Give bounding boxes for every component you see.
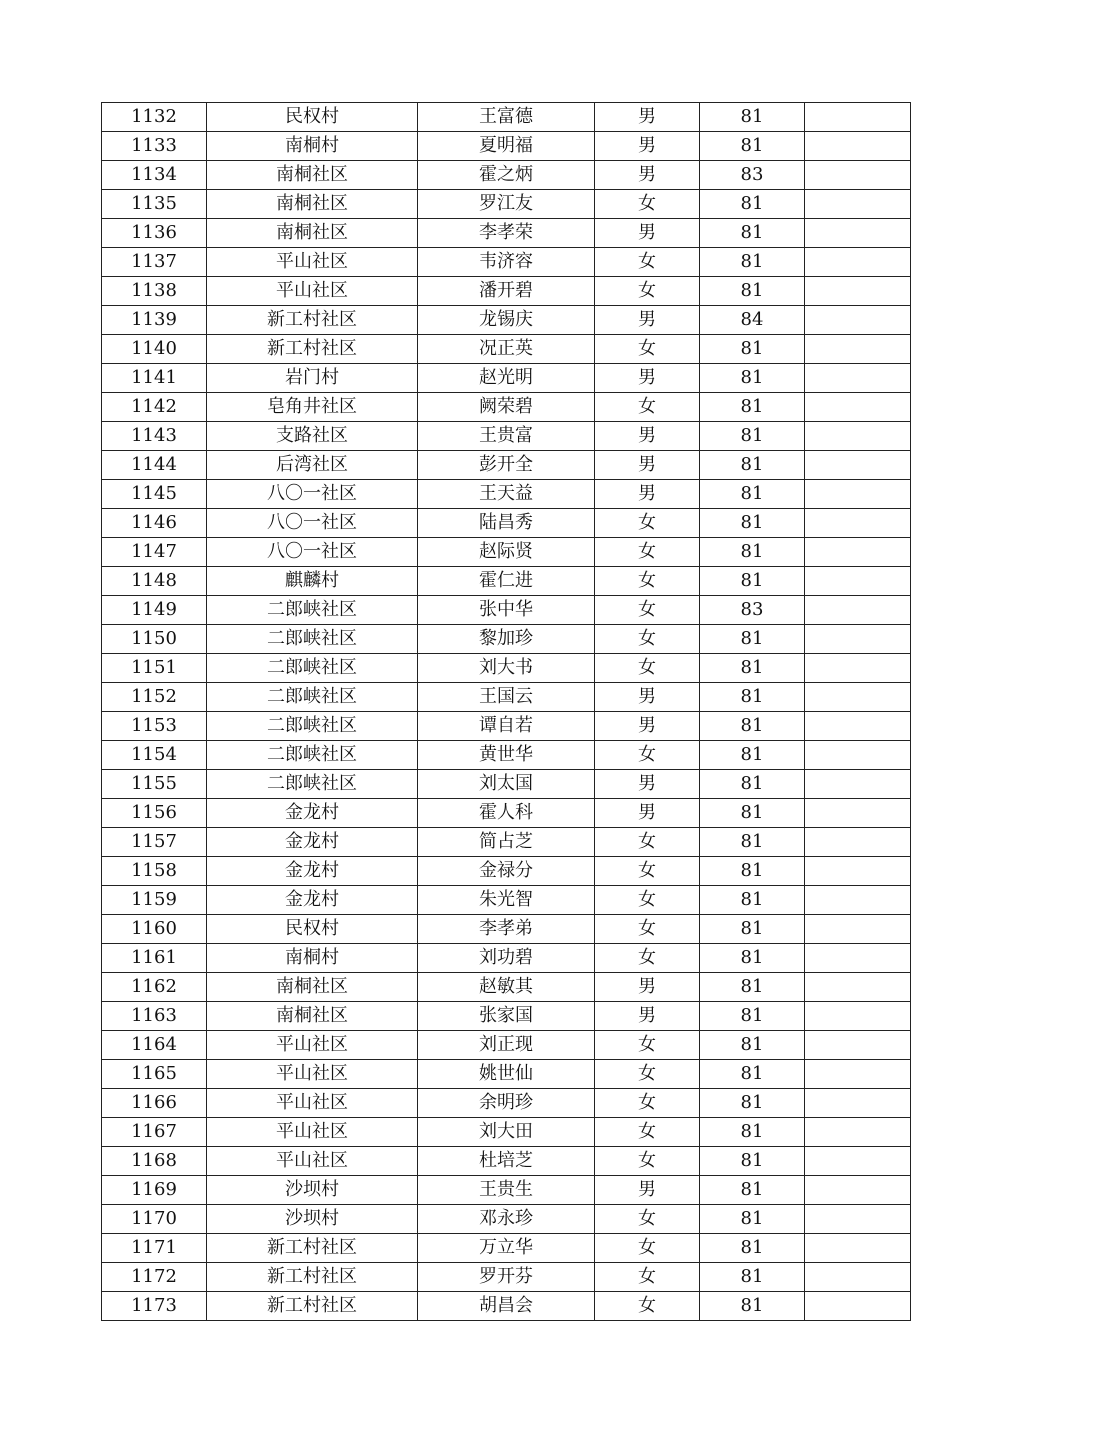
age-cell: 81 <box>700 509 805 538</box>
name-cell: 万立华 <box>418 1234 595 1263</box>
name-cell: 张中华 <box>418 596 595 625</box>
community-cell: 八〇一社区 <box>207 509 418 538</box>
age-cell: 81 <box>700 741 805 770</box>
serial-number-cell: 1147 <box>102 538 207 567</box>
table-row <box>102 161 911 190</box>
table-row <box>102 480 911 509</box>
table-row <box>102 190 911 219</box>
age-cell: 81 <box>700 915 805 944</box>
gender-cell: 男 <box>595 712 700 741</box>
table-row <box>102 393 911 422</box>
community-cell: 沙坝村 <box>207 1176 418 1205</box>
name-cell: 霍之炳 <box>418 161 595 190</box>
age-cell: 81 <box>700 683 805 712</box>
remark-cell <box>805 712 911 741</box>
age-cell: 81 <box>700 770 805 799</box>
age-cell: 81 <box>700 1147 805 1176</box>
gender-cell: 男 <box>595 973 700 1002</box>
table-row <box>102 1147 911 1176</box>
name-cell: 赵敏其 <box>418 973 595 1002</box>
remark-cell <box>805 132 911 161</box>
name-cell: 夏明福 <box>418 132 595 161</box>
table-row <box>102 335 911 364</box>
remark-cell <box>805 1089 911 1118</box>
name-cell: 阙荣碧 <box>418 393 595 422</box>
age-cell: 81 <box>700 944 805 973</box>
community-cell: 平山社区 <box>207 277 418 306</box>
table-row <box>102 422 911 451</box>
community-cell: 二郎峡社区 <box>207 683 418 712</box>
serial-number-cell: 1133 <box>102 132 207 161</box>
name-cell: 朱光智 <box>418 886 595 915</box>
table-row <box>102 712 911 741</box>
gender-cell: 女 <box>595 277 700 306</box>
remark-cell <box>805 1292 911 1321</box>
gender-cell: 女 <box>595 190 700 219</box>
age-cell: 81 <box>700 190 805 219</box>
gender-cell: 男 <box>595 219 700 248</box>
table-row <box>102 538 911 567</box>
serial-number-cell: 1154 <box>102 741 207 770</box>
table-row <box>102 770 911 799</box>
gender-cell: 男 <box>595 451 700 480</box>
community-cell: 皂角井社区 <box>207 393 418 422</box>
remark-cell <box>805 509 911 538</box>
gender-cell: 女 <box>595 335 700 364</box>
gender-cell: 男 <box>595 480 700 509</box>
name-cell: 金禄分 <box>418 857 595 886</box>
table-row <box>102 1118 911 1147</box>
age-cell: 81 <box>700 422 805 451</box>
gender-cell: 男 <box>595 683 700 712</box>
community-cell: 新工村社区 <box>207 306 418 335</box>
gender-cell: 女 <box>595 1234 700 1263</box>
gender-cell: 女 <box>595 741 700 770</box>
age-cell: 81 <box>700 1205 805 1234</box>
community-cell: 八〇一社区 <box>207 480 418 509</box>
table-row <box>102 886 911 915</box>
serial-number-cell: 1155 <box>102 770 207 799</box>
remark-cell <box>805 828 911 857</box>
remark-cell <box>805 248 911 277</box>
table-row <box>102 1205 911 1234</box>
remark-cell <box>805 393 911 422</box>
gender-cell: 女 <box>595 1118 700 1147</box>
community-cell: 南桐村 <box>207 944 418 973</box>
table-row <box>102 683 911 712</box>
name-cell: 余明珍 <box>418 1089 595 1118</box>
gender-cell: 女 <box>595 248 700 277</box>
community-cell: 金龙村 <box>207 886 418 915</box>
remark-cell <box>805 799 911 828</box>
name-cell: 霍人科 <box>418 799 595 828</box>
gender-cell: 男 <box>595 103 700 132</box>
table-row <box>102 219 911 248</box>
community-cell: 二郎峡社区 <box>207 596 418 625</box>
name-cell: 赵际贤 <box>418 538 595 567</box>
age-cell: 81 <box>700 364 805 393</box>
remark-cell <box>805 306 911 335</box>
name-cell: 罗江友 <box>418 190 595 219</box>
gender-cell: 男 <box>595 1002 700 1031</box>
serial-number-cell: 1168 <box>102 1147 207 1176</box>
table-row <box>102 828 911 857</box>
table-row <box>102 248 911 277</box>
community-cell: 平山社区 <box>207 1060 418 1089</box>
age-cell: 81 <box>700 1060 805 1089</box>
name-cell: 李孝荣 <box>418 219 595 248</box>
gender-cell: 女 <box>595 654 700 683</box>
age-cell: 81 <box>700 654 805 683</box>
remark-cell <box>805 103 911 132</box>
age-cell: 81 <box>700 973 805 1002</box>
remark-cell <box>805 451 911 480</box>
community-cell: 民权村 <box>207 915 418 944</box>
community-cell: 新工村社区 <box>207 1263 418 1292</box>
table-row <box>102 1031 911 1060</box>
name-cell: 霍仁进 <box>418 567 595 596</box>
age-cell: 81 <box>700 393 805 422</box>
serial-number-cell: 1158 <box>102 857 207 886</box>
community-cell: 南桐社区 <box>207 973 418 1002</box>
remark-cell <box>805 915 911 944</box>
name-cell: 谭自若 <box>418 712 595 741</box>
name-cell: 简占芝 <box>418 828 595 857</box>
serial-number-cell: 1152 <box>102 683 207 712</box>
serial-number-cell: 1138 <box>102 277 207 306</box>
name-cell: 李孝弟 <box>418 915 595 944</box>
remark-cell <box>805 1060 911 1089</box>
community-cell: 二郎峡社区 <box>207 625 418 654</box>
serial-number-cell: 1161 <box>102 944 207 973</box>
age-cell: 81 <box>700 451 805 480</box>
table-row <box>102 596 911 625</box>
age-cell: 81 <box>700 1002 805 1031</box>
age-cell: 81 <box>700 1089 805 1118</box>
name-cell: 王贵富 <box>418 422 595 451</box>
serial-number-cell: 1135 <box>102 190 207 219</box>
remark-cell <box>805 190 911 219</box>
community-cell: 支路社区 <box>207 422 418 451</box>
serial-number-cell: 1150 <box>102 625 207 654</box>
gender-cell: 男 <box>595 1176 700 1205</box>
table-row <box>102 654 911 683</box>
table-row <box>102 944 911 973</box>
table-row <box>102 103 911 132</box>
serial-number-cell: 1159 <box>102 886 207 915</box>
serial-number-cell: 1134 <box>102 161 207 190</box>
community-cell: 南桐社区 <box>207 161 418 190</box>
gender-cell: 男 <box>595 132 700 161</box>
age-cell: 81 <box>700 712 805 741</box>
name-cell: 赵光明 <box>418 364 595 393</box>
gender-cell: 女 <box>595 1089 700 1118</box>
name-cell: 王贵生 <box>418 1176 595 1205</box>
table-row <box>102 1176 911 1205</box>
name-cell: 刘正现 <box>418 1031 595 1060</box>
age-cell: 81 <box>700 828 805 857</box>
table-row <box>102 277 911 306</box>
serial-number-cell: 1149 <box>102 596 207 625</box>
name-cell: 刘功碧 <box>418 944 595 973</box>
gender-cell: 女 <box>595 828 700 857</box>
community-cell: 麒麟村 <box>207 567 418 596</box>
serial-number-cell: 1164 <box>102 1031 207 1060</box>
age-cell: 81 <box>700 335 805 364</box>
community-cell: 平山社区 <box>207 1031 418 1060</box>
gender-cell: 男 <box>595 770 700 799</box>
remark-cell <box>805 944 911 973</box>
age-cell: 81 <box>700 219 805 248</box>
name-cell: 王国云 <box>418 683 595 712</box>
remark-cell <box>805 857 911 886</box>
age-cell: 81 <box>700 625 805 654</box>
serial-number-cell: 1151 <box>102 654 207 683</box>
name-cell: 彭开全 <box>418 451 595 480</box>
community-cell: 金龙村 <box>207 857 418 886</box>
serial-number-cell: 1162 <box>102 973 207 1002</box>
remark-cell <box>805 567 911 596</box>
remark-cell <box>805 596 911 625</box>
remark-cell <box>805 161 911 190</box>
gender-cell: 男 <box>595 364 700 393</box>
community-cell: 二郎峡社区 <box>207 712 418 741</box>
name-cell: 姚世仙 <box>418 1060 595 1089</box>
age-cell: 81 <box>700 1292 805 1321</box>
community-cell: 金龙村 <box>207 828 418 857</box>
remark-cell <box>805 770 911 799</box>
serial-number-cell: 1170 <box>102 1205 207 1234</box>
gender-cell: 女 <box>595 538 700 567</box>
table-row <box>102 915 911 944</box>
serial-number-cell: 1171 <box>102 1234 207 1263</box>
gender-cell: 男 <box>595 306 700 335</box>
serial-number-cell: 1169 <box>102 1176 207 1205</box>
remark-cell <box>805 422 911 451</box>
age-cell: 83 <box>700 596 805 625</box>
remark-cell <box>805 1002 911 1031</box>
gender-cell: 女 <box>595 1031 700 1060</box>
serial-number-cell: 1142 <box>102 393 207 422</box>
community-cell: 新工村社区 <box>207 1234 418 1263</box>
community-cell: 新工村社区 <box>207 1292 418 1321</box>
community-cell: 平山社区 <box>207 1147 418 1176</box>
age-cell: 83 <box>700 161 805 190</box>
serial-number-cell: 1141 <box>102 364 207 393</box>
community-cell: 平山社区 <box>207 1118 418 1147</box>
serial-number-cell: 1139 <box>102 306 207 335</box>
serial-number-cell: 1157 <box>102 828 207 857</box>
age-cell: 81 <box>700 480 805 509</box>
serial-number-cell: 1172 <box>102 1263 207 1292</box>
name-cell: 陆昌秀 <box>418 509 595 538</box>
gender-cell: 女 <box>595 1292 700 1321</box>
table-row <box>102 509 911 538</box>
name-cell: 黎加珍 <box>418 625 595 654</box>
serial-number-cell: 1137 <box>102 248 207 277</box>
table-row <box>102 567 911 596</box>
gender-cell: 女 <box>595 596 700 625</box>
remark-cell <box>805 741 911 770</box>
gender-cell: 女 <box>595 567 700 596</box>
remark-cell <box>805 973 911 1002</box>
community-cell: 八〇一社区 <box>207 538 418 567</box>
name-cell: 邓永珍 <box>418 1205 595 1234</box>
table-row <box>102 973 911 1002</box>
age-cell: 81 <box>700 1263 805 1292</box>
community-cell: 二郎峡社区 <box>207 770 418 799</box>
age-cell: 81 <box>700 1176 805 1205</box>
age-cell: 81 <box>700 567 805 596</box>
gender-cell: 女 <box>595 1147 700 1176</box>
age-cell: 81 <box>700 132 805 161</box>
remark-cell <box>805 1263 911 1292</box>
serial-number-cell: 1136 <box>102 219 207 248</box>
remark-cell <box>805 1031 911 1060</box>
name-cell: 杜培芝 <box>418 1147 595 1176</box>
remark-cell <box>805 219 911 248</box>
serial-number-cell: 1165 <box>102 1060 207 1089</box>
serial-number-cell: 1166 <box>102 1089 207 1118</box>
community-cell: 南桐社区 <box>207 1002 418 1031</box>
remark-cell <box>805 1234 911 1263</box>
community-cell: 南桐村 <box>207 132 418 161</box>
serial-number-cell: 1144 <box>102 451 207 480</box>
name-cell: 龙锡庆 <box>418 306 595 335</box>
name-cell: 罗开芬 <box>418 1263 595 1292</box>
gender-cell: 女 <box>595 944 700 973</box>
name-cell: 王天益 <box>418 480 595 509</box>
table-row <box>102 132 911 161</box>
remark-cell <box>805 1176 911 1205</box>
name-cell: 王富德 <box>418 103 595 132</box>
remark-cell <box>805 480 911 509</box>
community-cell: 二郎峡社区 <box>207 654 418 683</box>
gender-cell: 女 <box>595 1060 700 1089</box>
table-row <box>102 1089 911 1118</box>
remark-cell <box>805 364 911 393</box>
serial-number-cell: 1173 <box>102 1292 207 1321</box>
age-cell: 81 <box>700 277 805 306</box>
roster-table-body <box>102 103 911 1321</box>
name-cell: 张家国 <box>418 1002 595 1031</box>
community-cell: 平山社区 <box>207 248 418 277</box>
table-row <box>102 451 911 480</box>
age-cell: 81 <box>700 1234 805 1263</box>
remark-cell <box>805 625 911 654</box>
remark-cell <box>805 1147 911 1176</box>
gender-cell: 女 <box>595 915 700 944</box>
table-row <box>102 799 911 828</box>
serial-number-cell: 1143 <box>102 422 207 451</box>
gender-cell: 女 <box>595 625 700 654</box>
serial-number-cell: 1145 <box>102 480 207 509</box>
remark-cell <box>805 886 911 915</box>
gender-cell: 男 <box>595 422 700 451</box>
gender-cell: 女 <box>595 509 700 538</box>
community-cell: 新工村社区 <box>207 335 418 364</box>
remark-cell <box>805 538 911 567</box>
remark-cell <box>805 683 911 712</box>
table-row <box>102 857 911 886</box>
remark-cell <box>805 277 911 306</box>
gender-cell: 男 <box>595 161 700 190</box>
remark-cell <box>805 654 911 683</box>
age-cell: 81 <box>700 1118 805 1147</box>
table-row <box>102 1060 911 1089</box>
name-cell: 刘太国 <box>418 770 595 799</box>
roster-table <box>101 102 911 1321</box>
name-cell: 潘开碧 <box>418 277 595 306</box>
name-cell: 黄世华 <box>418 741 595 770</box>
gender-cell: 女 <box>595 886 700 915</box>
remark-cell <box>805 335 911 364</box>
table-row <box>102 1234 911 1263</box>
table-row <box>102 1292 911 1321</box>
age-cell: 81 <box>700 857 805 886</box>
serial-number-cell: 1132 <box>102 103 207 132</box>
serial-number-cell: 1163 <box>102 1002 207 1031</box>
community-cell: 金龙村 <box>207 799 418 828</box>
community-cell: 岩门村 <box>207 364 418 393</box>
gender-cell: 女 <box>595 857 700 886</box>
table-row <box>102 364 911 393</box>
name-cell: 胡昌会 <box>418 1292 595 1321</box>
community-cell: 后湾社区 <box>207 451 418 480</box>
serial-number-cell: 1146 <box>102 509 207 538</box>
community-cell: 沙坝村 <box>207 1205 418 1234</box>
name-cell: 刘大书 <box>418 654 595 683</box>
gender-cell: 女 <box>595 393 700 422</box>
remark-cell <box>805 1205 911 1234</box>
name-cell: 韦济容 <box>418 248 595 277</box>
serial-number-cell: 1160 <box>102 915 207 944</box>
name-cell: 刘大田 <box>418 1118 595 1147</box>
age-cell: 81 <box>700 799 805 828</box>
table-row <box>102 741 911 770</box>
name-cell: 况正英 <box>418 335 595 364</box>
age-cell: 81 <box>700 103 805 132</box>
age-cell: 81 <box>700 1031 805 1060</box>
community-cell: 南桐社区 <box>207 190 418 219</box>
community-cell: 平山社区 <box>207 1089 418 1118</box>
age-cell: 81 <box>700 538 805 567</box>
serial-number-cell: 1156 <box>102 799 207 828</box>
gender-cell: 女 <box>595 1263 700 1292</box>
serial-number-cell: 1167 <box>102 1118 207 1147</box>
community-cell: 民权村 <box>207 103 418 132</box>
table-row <box>102 1002 911 1031</box>
serial-number-cell: 1153 <box>102 712 207 741</box>
gender-cell: 女 <box>595 1205 700 1234</box>
serial-number-cell: 1148 <box>102 567 207 596</box>
age-cell: 81 <box>700 886 805 915</box>
age-cell: 81 <box>700 248 805 277</box>
table-row <box>102 306 911 335</box>
age-cell: 84 <box>700 306 805 335</box>
community-cell: 二郎峡社区 <box>207 741 418 770</box>
community-cell: 南桐社区 <box>207 219 418 248</box>
table-row <box>102 625 911 654</box>
remark-cell <box>805 1118 911 1147</box>
gender-cell: 男 <box>595 799 700 828</box>
serial-number-cell: 1140 <box>102 335 207 364</box>
table-row <box>102 1263 911 1292</box>
